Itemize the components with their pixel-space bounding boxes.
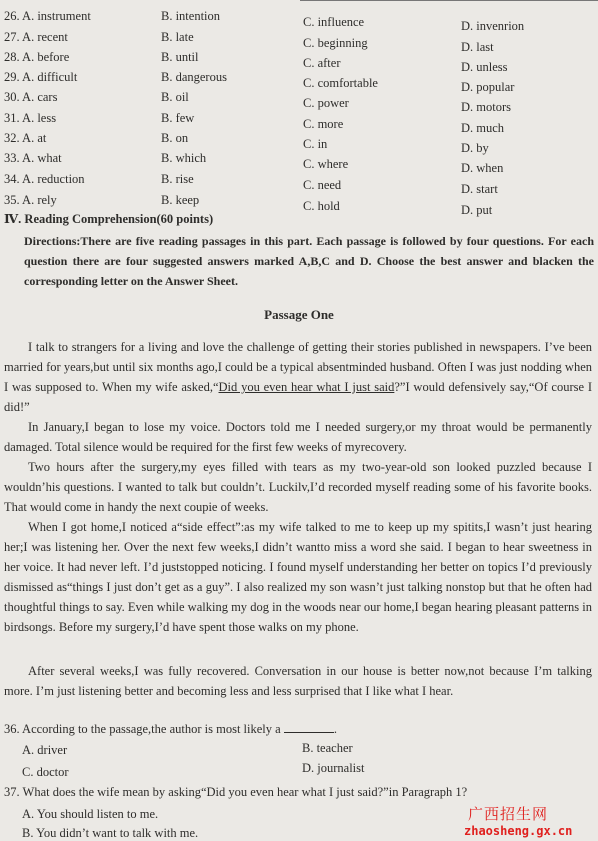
cloze-option-35-c: C. hold bbox=[303, 199, 340, 213]
paragraph-1-underlined: Did you even hear what I just said bbox=[218, 380, 395, 394]
cloze-option-26-c: C. influence bbox=[303, 15, 365, 29]
paragraph-1 bbox=[4, 337, 592, 417]
option-37-a: A. You should listen to me. bbox=[22, 807, 159, 821]
cloze-option-26-b: B. intention bbox=[161, 9, 221, 23]
directions-text: Directions:There are five reading passages in this part. Each passage is followed by four questions. For each question there are four suggested answers marked A,B,C and D. Choose the best answer and blacken the corresponding letter on the Answer Sheet. bbox=[24, 234, 594, 288]
cloze-option-27-c: C. beginning bbox=[303, 36, 368, 50]
cloze-option-34-c: C. need bbox=[303, 178, 342, 192]
cloze-option-32-a: 32. A. at bbox=[4, 131, 47, 145]
cloze-option-30-d: D. motors bbox=[461, 100, 511, 114]
cloze-option-35-a: 35. A. rely bbox=[4, 193, 57, 207]
cloze-option-28-a: 28. A. before bbox=[4, 50, 70, 64]
cloze-option-34-d: D. start bbox=[461, 182, 498, 196]
cloze-option-29-c: C. comfortable bbox=[303, 76, 378, 90]
cloze-option-30-b: B. oil bbox=[161, 90, 189, 104]
cloze-option-29-d: D. popular bbox=[461, 80, 515, 94]
option-36-a: A. driver bbox=[22, 743, 68, 757]
cloze-option-31-b: B. few bbox=[161, 111, 195, 125]
cloze-option-30-a: 30. A. cars bbox=[4, 90, 58, 104]
paragraph-2: In January,I began to lose my voice. Doctors told me I needed surgery,or my throat would be permanently damaged. Total silence would be required for the first few weeks of myrecovery. bbox=[4, 420, 592, 454]
cloze-option-34-a: 34. A. reduction bbox=[4, 172, 85, 186]
paragraph-1-text-a: I talk to strangers for a living and love the challenge of getting their stories published in newspapers. I’ve been married for years,but until six months ago,I could be a typical absentminded husband. Often I was just nodding when I was supposed to. When my wife asked,“ bbox=[4, 340, 592, 394]
cloze-option-33-c: C. where bbox=[303, 157, 349, 171]
cloze-option-27-d: D. last bbox=[461, 40, 494, 54]
cloze-option-26-d: D. invenrion bbox=[461, 19, 525, 33]
cloze-option-35-d: D. put bbox=[461, 203, 493, 217]
cloze-option-33-d: D. when bbox=[461, 161, 504, 175]
top-rule bbox=[300, 0, 598, 1]
question-37: 37. What does the wife mean by asking“Did you even hear what I just said?”in Paragraph 1? bbox=[4, 785, 468, 799]
question-36-stem: 36. According to the passage,the author is most likely a bbox=[4, 722, 281, 736]
cloze-option-33-b: B. which bbox=[161, 151, 207, 165]
cloze-option-34-b: B. rise bbox=[161, 172, 194, 186]
cloze-option-28-d: D. unless bbox=[461, 60, 508, 74]
section-heading: Ⅳ. Reading Comprehension(60 points) bbox=[4, 212, 214, 226]
option-37-b: B. You didn’t want to talk with me. bbox=[22, 826, 199, 840]
paragraph-4: When I got home,I noticed a“side effect”:as my wife talked to me to keep up my spitits,I wasn’t just hearing her;I was listening her. Over the next few weeks,I didn’t wantto miss a word she said. I began to hear sweetness in her voice. It had never left. I’d juststopped noticing. I found myself understanding her better on topics I’d previously dismissed as“things I just don’t get as a guy”. I also realized my son wasn’t just talking nonstop but that he often had thoughtful things to say. Even while walking my dog in the woods near our home,I began hearing pleasant patterns in birdsongs. Before my surgery,I’d have spent those walks on my phone. bbox=[4, 520, 592, 634]
cloze-option-29-a: 29. A. difficult bbox=[4, 70, 78, 84]
option-36-c: C. doctor bbox=[22, 765, 69, 779]
cloze-option-31-a: 31. A. less bbox=[4, 111, 57, 125]
cloze-option-27-a: 27. A. recent bbox=[4, 30, 68, 44]
paragraph-1-text-b: ?”I would defensively say,“Of course I did!” bbox=[4, 380, 592, 414]
cloze-option-32-d: D. by bbox=[461, 141, 489, 155]
cloze-option-32-b: B. on bbox=[161, 131, 189, 145]
paragraph-3: Two hours after the surgery,my eyes filled with tears as my two-year-old son looked puzzled because I wouldn’his questions. I wanted to talk but couldn’t. Luckilv,I’d recorded myself reading some of his favorite books. That would come in handy the next coupie of weeks. bbox=[4, 460, 592, 514]
cloze-option-31-d: D. much bbox=[461, 121, 505, 135]
cloze-option-35-b: B. keep bbox=[161, 193, 200, 207]
option-36-b: B. teacher bbox=[302, 741, 353, 755]
cloze-option-31-c: C. more bbox=[303, 117, 344, 131]
question-36 bbox=[4, 721, 337, 737]
passage-title: Passage One bbox=[264, 307, 334, 322]
option-36-d: D. journalist bbox=[302, 761, 365, 775]
cloze-option-28-c: C. after bbox=[303, 56, 341, 70]
paragraph-5: After several weeks,I was fully recovered. Conversation in our house is better now,not because I’m talking more. I’m just listening better and becoming less and less surprised that I like what I hear. bbox=[4, 664, 592, 698]
cloze-option-29-b: B. dangerous bbox=[161, 70, 227, 84]
cloze-option-32-c: C. in bbox=[303, 137, 328, 151]
watermark-url: zhaosheng.gx.cn bbox=[464, 824, 573, 838]
watermark-site-name: 广西招生网 bbox=[468, 805, 549, 823]
cloze-option-26-a: 26. A. instrument bbox=[4, 9, 91, 23]
question-36-end: . bbox=[333, 722, 337, 736]
cloze-option-28-b: B. until bbox=[161, 50, 199, 64]
answer-blank bbox=[284, 721, 334, 733]
cloze-option-33-a: 33. A. what bbox=[4, 151, 62, 165]
cloze-option-30-c: C. power bbox=[303, 96, 349, 110]
cloze-option-27-b: B. late bbox=[161, 30, 194, 44]
